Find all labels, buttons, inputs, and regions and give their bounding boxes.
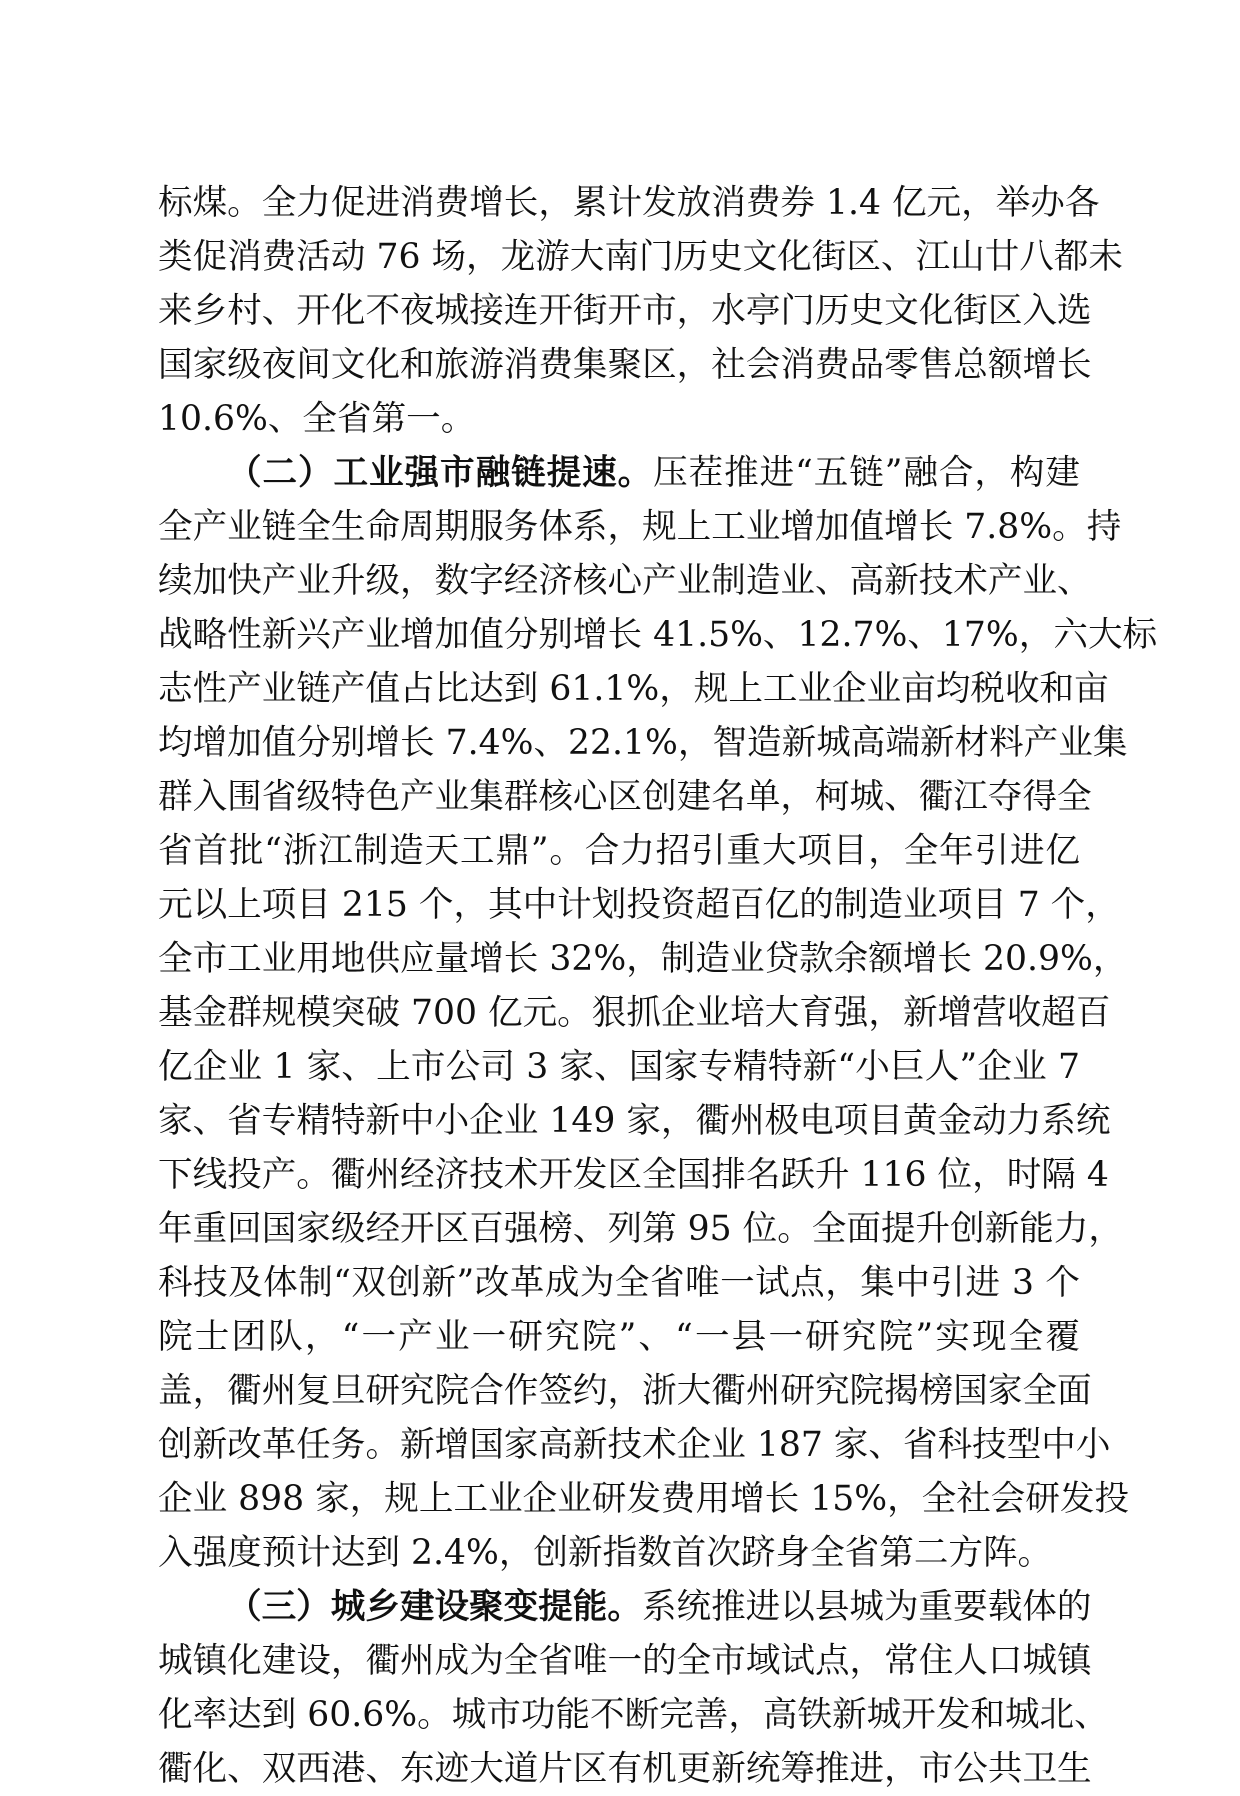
text-line: 元以上项目 215 个，其中计划投资超百亿的制造业项目 7 个，	[158, 885, 1120, 925]
paragraph-industry	[158, 446, 1158, 1580]
text-line: 科技及体制“双创新”改革成为全省唯一试点，集中引进 3 个	[158, 1263, 1080, 1303]
section-heading-industry: （二）工业强市融链提速。	[227, 453, 654, 493]
section-heading-urban-rural: （三）城乡建设聚变提能。	[227, 1587, 642, 1627]
text-line: 化率达到 60.6%。城市功能不断完善，高铁新城开发和城北、	[158, 1695, 1109, 1735]
text-line: 家、省专精特新中小企业 149 家，衢州极电项目黄金动力系统	[158, 1101, 1111, 1141]
text-line: 年重回国家级经开区百强榜、列第 95 位。全面提升创新能力，	[158, 1209, 1124, 1249]
text-line: 系统推进以县城为重要载体的	[641, 1587, 1092, 1627]
text-line: 省首批“浙江制造天工鼎”。合力招引重大项目，全年引进亿	[158, 831, 1080, 871]
text-line-with-heading	[158, 1580, 1092, 1634]
text-line: 标煤。全力促进消费增长，累计发放消费券 1.4 亿元，举办各	[158, 183, 1100, 223]
text-line: 国家级夜间文化和旅游消费集聚区，社会消费品零售总额增长	[158, 345, 1092, 385]
text-line: 续加快产业升级，数字经济核心产业制造业、高新技术产业、	[158, 561, 1092, 601]
document-page	[158, 176, 1158, 1796]
text-line: 基金群规模突破 700 亿元。狠抓企业培大育强，新增营收超百	[158, 993, 1111, 1033]
text-line: 衢化、双西港、东迹大道片区有机更新统筹推进，市公共卫生	[158, 1749, 1092, 1789]
text-line: 类促消费活动 76 场，龙游大南门历史文化街区、江山廿八都未	[158, 237, 1124, 277]
text-line: 城镇化建设，衢州成为全省唯一的全市域试点，常住人口城镇	[158, 1641, 1092, 1681]
text-line: 来乡村、开化不夜城接连开街开市，水亭门历史文化街区入选	[158, 291, 1092, 331]
text-line: 下线投产。衢州经济技术开发区全国排名跃升 116 位，时隔 4	[158, 1155, 1109, 1195]
text-line: 创新改革任务。新增国家高新技术企业 187 家、省科技型中小	[158, 1425, 1111, 1465]
text-line: 均增加值分别增长 7.4%、22.1%，智造新城高端新材料产业集	[158, 723, 1128, 763]
text-line: 院士团队，“一产业一研究院”、“一县一研究院”实现全覆	[158, 1317, 1080, 1357]
text-line: 战略性新兴产业增加值分别增长 41.5%、12.7%、17%，六大标	[158, 615, 1158, 655]
paragraph-consumption	[158, 176, 1124, 446]
text-line: 压茬推进“五链”融合，构建	[653, 453, 1080, 493]
text-line: 10.6%、全省第一。	[158, 399, 476, 439]
text-line: 全产业链全生命周期服务体系，规上工业增加值增长 7.8%。持	[158, 507, 1122, 547]
text-line: 全市工业用地供应量增长 32%，制造业贷款余额增长 20.9%，	[158, 939, 1128, 979]
text-line: 盖，衢州复旦研究院合作签约，浙大衢州研究院揭榜国家全面	[158, 1371, 1092, 1411]
text-line-with-heading	[158, 446, 1080, 500]
text-line: 群入围省级特色产业集群核心区创建名单，柯城、衢江夺得全	[158, 777, 1092, 817]
text-line: 志性产业链产值占比达到 61.1%，规上工业企业亩均税收和亩	[158, 669, 1109, 709]
paragraph-urban-rural	[158, 1580, 1109, 1796]
text-line: 亿企业 1 家、上市公司 3 家、国家专精特新“小巨人”企业 7	[158, 1047, 1080, 1087]
text-line: 企业 898 家，规上工业企业研发费用增长 15%，全社会研发投	[158, 1479, 1130, 1519]
text-line: 入强度预计达到 2.4%，创新指数首次跻身全省第二方阵。	[158, 1533, 1053, 1573]
